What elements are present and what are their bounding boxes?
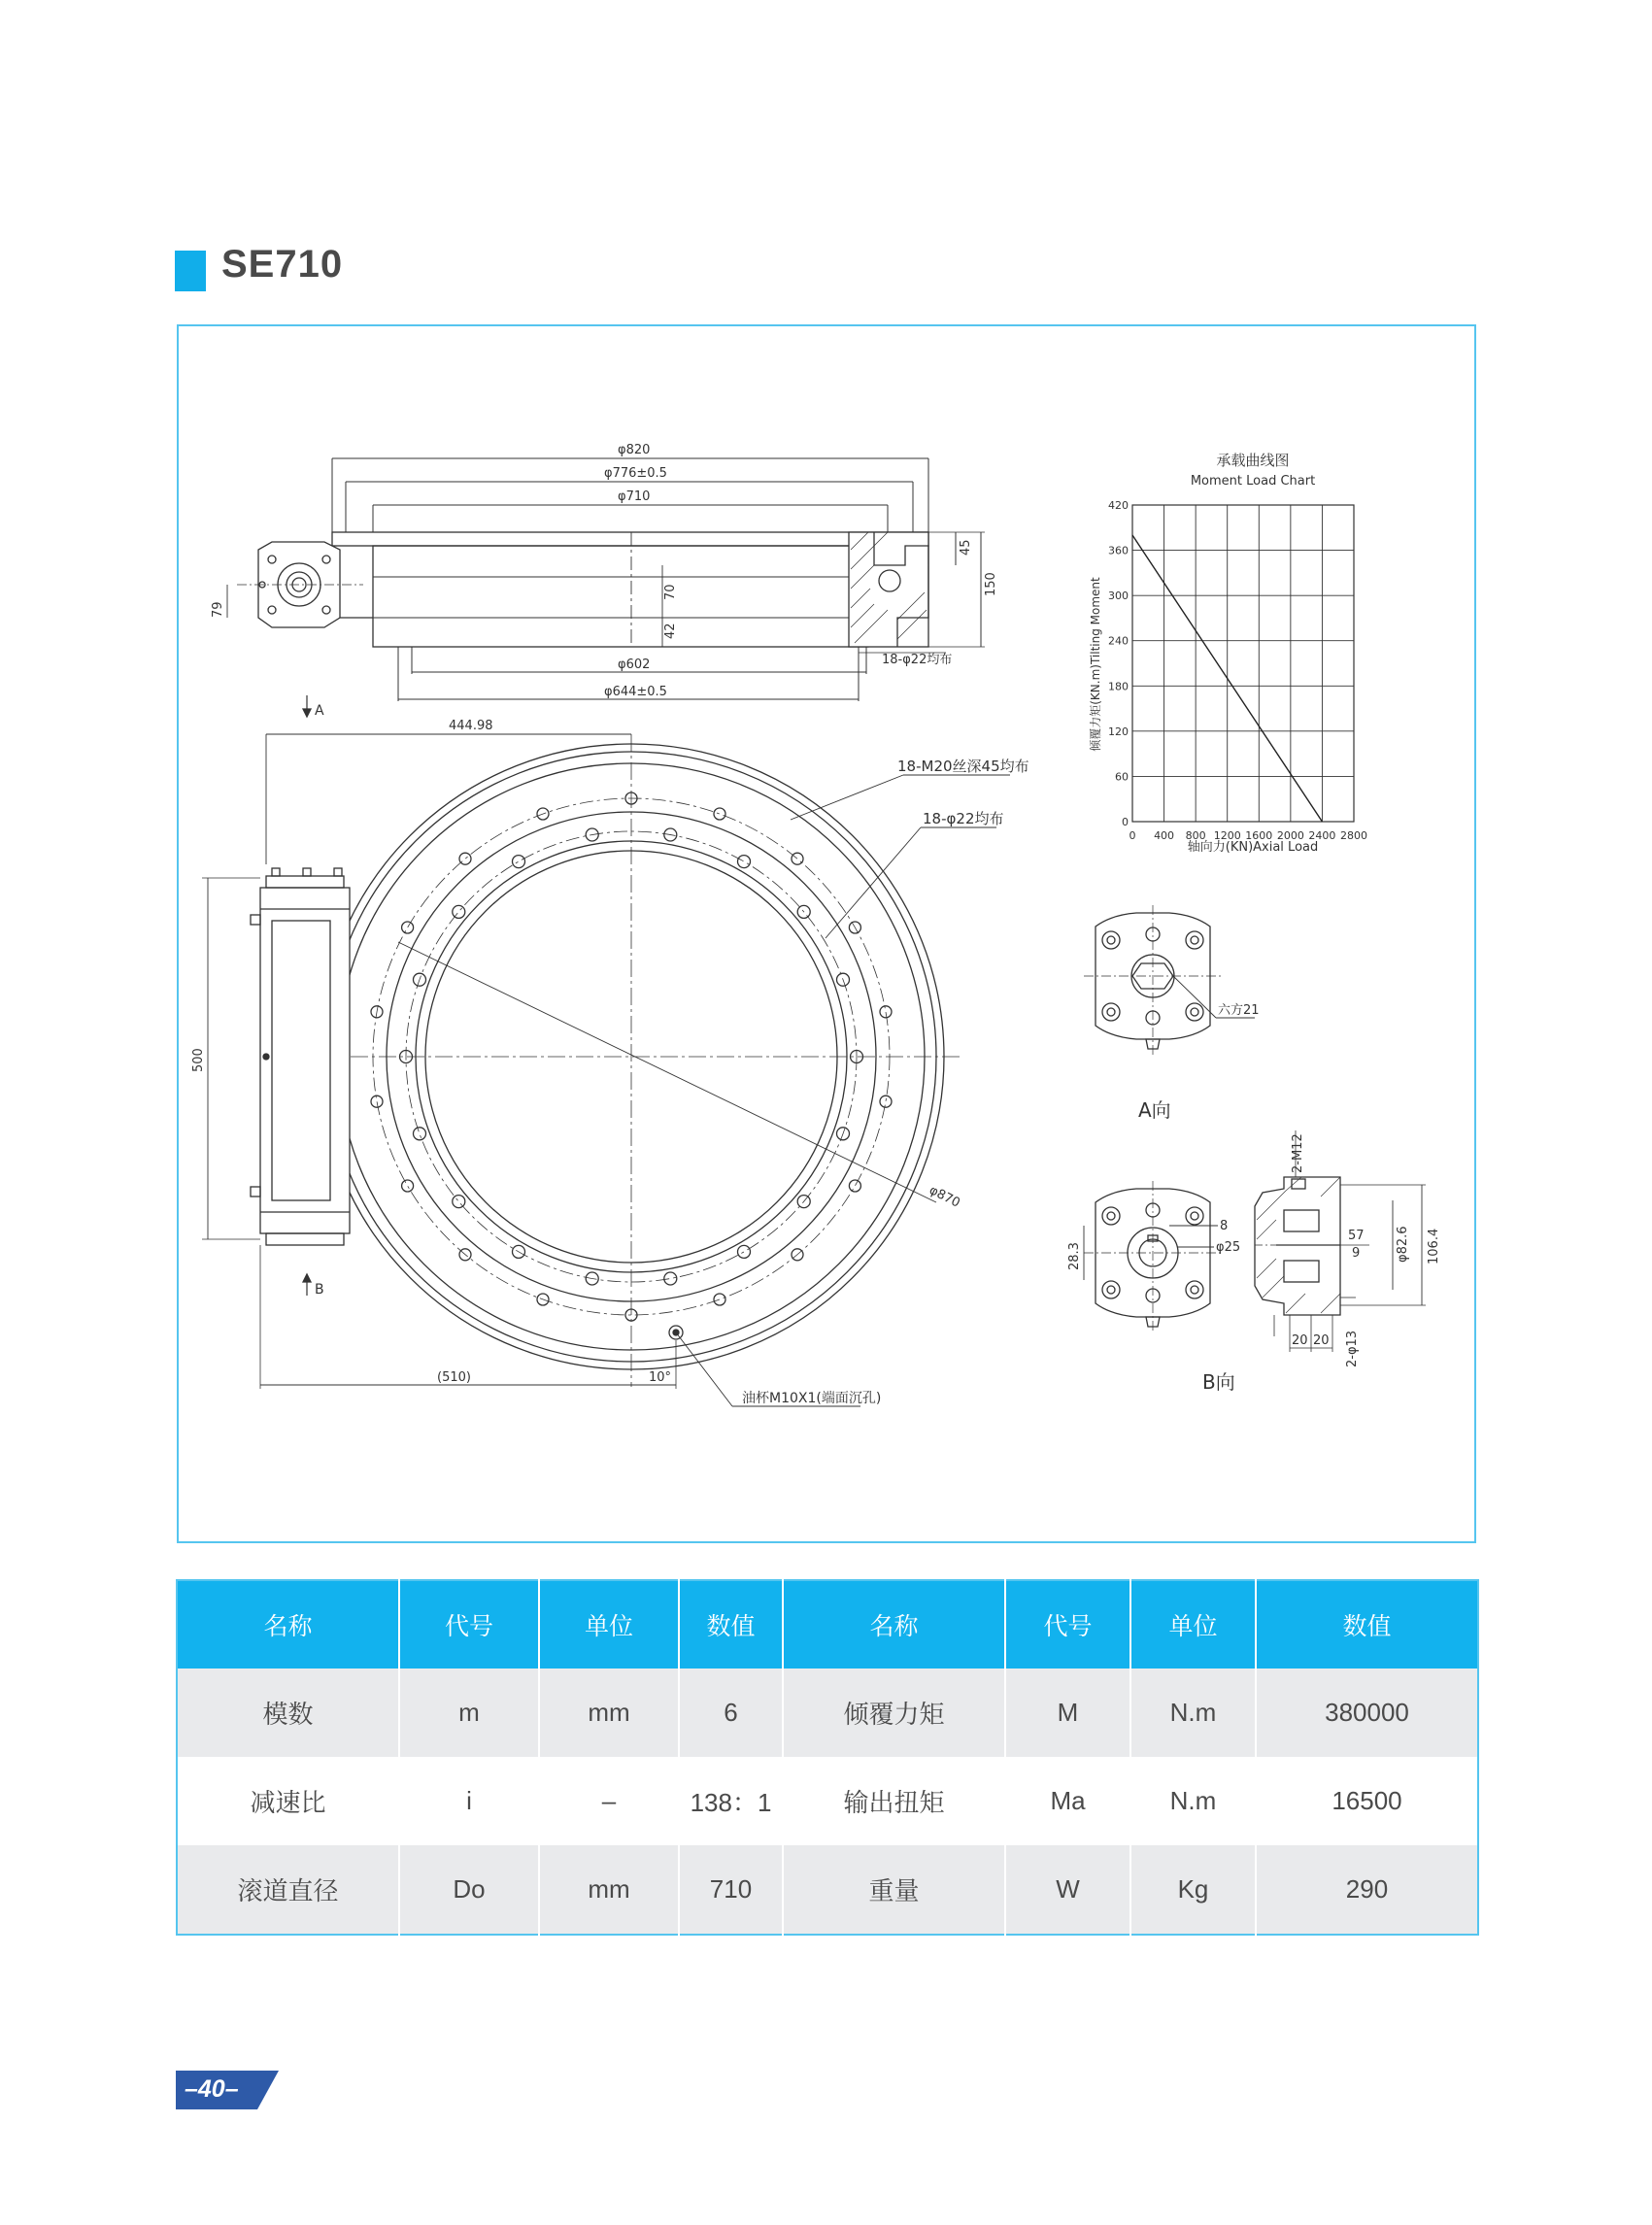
angle-10: 10° (649, 1370, 672, 1385)
top-section-view (211, 443, 998, 719)
bolt-hole-inner (414, 1128, 426, 1140)
table-cell: N.m (1130, 1757, 1256, 1845)
view-b-caption: B向 (1202, 1370, 1235, 1394)
dim-644: φ644±0.5 (604, 685, 667, 699)
view-a (1084, 905, 1260, 1122)
bolt-hole-outer (714, 1294, 725, 1305)
header-code-2: 代号 (1005, 1580, 1130, 1669)
holes13-note: 2-φ13 (1345, 1330, 1360, 1367)
holes-note-top: 18-φ22均布 (882, 653, 953, 667)
dim-8: 8 (1220, 1219, 1229, 1233)
page-number: –40– (185, 2075, 239, 2103)
table-cell: 16500 (1256, 1757, 1478, 1845)
bolt-hole-inner (738, 856, 751, 868)
view-b (1067, 1130, 1441, 1394)
table-cell: 290 (1256, 1845, 1478, 1935)
technical-drawing (179, 326, 1474, 1541)
table-cell: 滚道直径 (177, 1845, 399, 1935)
table-cell: 重量 (783, 1845, 1005, 1935)
chart-x-tick-label: 2000 (1276, 829, 1304, 842)
bolt-hole-outer (459, 853, 471, 864)
table-cell: W (1005, 1845, 1130, 1935)
dim-20-b: 20 (1313, 1333, 1330, 1348)
dim-42: 42 (663, 623, 678, 639)
table-cell: 380000 (1256, 1669, 1478, 1757)
header-value-1: 数值 (679, 1580, 783, 1669)
dim-776: φ776±0.5 (604, 466, 667, 481)
oil-cup-note: 油杯M10X1(端面沉孔) (742, 1391, 882, 1406)
dim-9: 9 (1352, 1246, 1361, 1261)
chart-x-tick-label: 2400 (1308, 829, 1336, 842)
header-unit-2: 单位 (1130, 1580, 1256, 1669)
table-row (177, 1669, 1478, 1757)
chart-title: 承载曲线图 (1216, 452, 1290, 469)
chart-x-tick-label: 2800 (1340, 829, 1367, 842)
chart-x-tick-label: 400 (1154, 829, 1175, 842)
bolt-hole-outer (402, 1180, 414, 1192)
table-cell: M (1005, 1669, 1130, 1757)
chart-y-tick-label: 0 (1122, 816, 1129, 828)
table-cell: i (399, 1757, 539, 1845)
chart-x-tick-label: 1200 (1213, 829, 1241, 842)
table-cell: Kg (1130, 1845, 1256, 1935)
header-name-2: 名称 (783, 1580, 1005, 1669)
dim-602: φ602 (618, 657, 651, 672)
dim-45: 45 (959, 539, 973, 556)
dim-28-3: 28.3 (1067, 1242, 1082, 1270)
dim-82-6: φ82.6 (1396, 1226, 1410, 1263)
dim-710: φ710 (618, 489, 651, 504)
table-cell: – (539, 1757, 679, 1845)
chart-y-tick-label: 420 (1108, 499, 1129, 512)
bolt-hole-outer (849, 1180, 860, 1192)
view-arrow-a: A (315, 703, 324, 719)
bolt-hole-outer (880, 1006, 892, 1018)
dim-57: 57 (1348, 1229, 1365, 1243)
table-cell: 模数 (177, 1669, 399, 1757)
chart-y-tick-label: 60 (1115, 770, 1129, 784)
table-cell: 减速比 (177, 1757, 399, 1845)
chart-y-tick-label: 300 (1108, 590, 1129, 603)
dim-20-a: 20 (1292, 1333, 1308, 1348)
table-cell: 输出扭矩 (783, 1757, 1005, 1845)
holes-note-plan: 18-φ22均布 (923, 810, 1004, 827)
chart-ylabel: 倾覆力矩(KN.m)Tilting Moment (1089, 577, 1102, 752)
table-cell: mm (539, 1669, 679, 1757)
table-cell: m (399, 1669, 539, 1757)
chart-x-tick-label: 1600 (1245, 829, 1273, 842)
chart-y-tick-label: 180 (1108, 680, 1129, 693)
chart-xlabel: 轴向力(KN)Axial Load (1187, 840, 1319, 855)
dim-79: 79 (211, 601, 225, 618)
table-cell: 710 (679, 1845, 783, 1935)
table-cell: 138：1 (679, 1757, 783, 1845)
view-arrow-b: B (315, 1282, 324, 1298)
dim-25: φ25 (1216, 1240, 1241, 1255)
bolt-hole-inner (513, 856, 525, 868)
chart-x-tick-label: 0 (1129, 829, 1136, 842)
dim-70: 70 (663, 584, 678, 600)
header-unit-1: 单位 (539, 1580, 679, 1669)
chart-plot-frame (1132, 505, 1354, 822)
table-row (177, 1757, 1478, 1845)
bolt-hole-outer (880, 1096, 892, 1107)
moment-load-chart (1088, 452, 1367, 855)
table-cell: Do (399, 1845, 539, 1935)
dim-150: 150 (984, 572, 998, 596)
table-cell: mm (539, 1845, 679, 1935)
page-title: SE710 (221, 243, 344, 286)
m12-note: 2-M12 (1291, 1133, 1305, 1173)
dim-510: (510) (437, 1370, 471, 1385)
dim-870: φ870 (927, 1183, 962, 1211)
table-cell: Ma (1005, 1757, 1130, 1845)
table-header-row (177, 1580, 1478, 1669)
dim-106-4: 106.4 (1427, 1228, 1441, 1264)
bolt-hole-inner (453, 1196, 465, 1208)
thread-note: 18-M20丝深45均布 (897, 758, 1029, 775)
header-code-1: 代号 (399, 1580, 539, 1669)
bolt-hole-outer (402, 922, 414, 933)
header-name-1: 名称 (177, 1580, 399, 1669)
table-cell: N.m (1130, 1669, 1256, 1757)
chart-y-tick-label: 120 (1108, 725, 1129, 738)
view-a-caption: A向 (1138, 1098, 1171, 1122)
header-value-2: 数值 (1256, 1580, 1478, 1669)
plan-view (191, 719, 1029, 1406)
dim-500: 500 (191, 1048, 206, 1072)
hex-note: 六方21 (1218, 1003, 1260, 1018)
bolt-hole-inner (453, 905, 465, 918)
chart-y-tick-label: 240 (1108, 634, 1129, 648)
table-cell: 6 (679, 1669, 783, 1757)
title-accent-bar (175, 251, 206, 291)
dim-444: 444.98 (449, 719, 493, 733)
dim-820: φ820 (618, 443, 651, 457)
chart-subtitle: Moment Load Chart (1190, 474, 1316, 489)
table-cell: 倾覆力矩 (783, 1669, 1005, 1757)
technical-drawing-frame (177, 324, 1476, 1543)
chart-x-tick-label: 800 (1185, 829, 1206, 842)
bolt-hole-inner (738, 1245, 751, 1258)
table-row (177, 1845, 1478, 1935)
bolt-hole-inner (664, 1272, 677, 1285)
chart-y-tick-label: 360 (1108, 544, 1129, 557)
spec-table (176, 1579, 1479, 1936)
